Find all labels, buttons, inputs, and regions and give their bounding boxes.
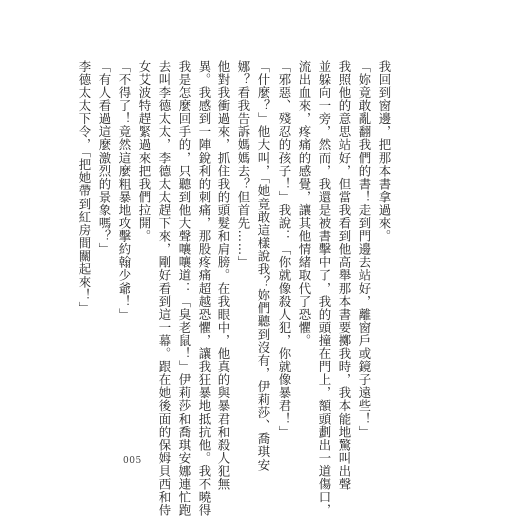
text-column-2: 「妳竟敢亂翻我們的書！走到門邊去站好，離窗戶或鏡子遠些！」 bbox=[357, 60, 372, 439]
page-number: 005 bbox=[123, 456, 142, 466]
text-column-16: 李德太太下令，「把她帶到紅房間關起來！」 bbox=[77, 60, 92, 315]
text-column-14: 「不得了！竟然這麼粗暴地攻擊約翰少爺！」 bbox=[117, 60, 132, 321]
text-column-1: 我回到窗邊，把那本書拿過來。 bbox=[377, 60, 392, 243]
text-column-4: 並躲向一旁，然而，我還是被書擊中了，我的頭撞在門上，額頭劃出一道傷口， bbox=[317, 60, 332, 517]
text-column-9: 他對我衝過來，抓住我的頭髮和肩膀。在我眼中，他真的與暴君和殺人犯無 bbox=[216, 60, 231, 491]
text-column-12: 去叫李德太太，李德太太趕下來，剛好看到這一幕。跟在她後面的保姆貝西和侍 bbox=[157, 60, 172, 517]
text-column-15: 「有人看過這麼激烈的景象嗎？」 bbox=[97, 60, 112, 256]
text-column-5: 流出血來，疼痛的感覺，讓其他情緒取代了恐懼。 bbox=[297, 60, 312, 348]
text-column-6: 「邪惡、殘忍的孩子！」我說：「你就像殺人犯，你就像暴君！」 bbox=[277, 60, 292, 439]
text-column-10: 異。我感到一陣銳利的刺痛，那股疼痛超越恐懼，讓我狂暴地抵抗他。我不曉得 bbox=[197, 60, 212, 517]
text-column-7: 「什麼？」他大叫，「她竟敢這樣說我？妳們聽到沒有，伊莉莎、喬琪安 bbox=[256, 60, 271, 472]
text-column-13: 女艾波特趕緊過來把我們拉開。 bbox=[137, 60, 152, 243]
text-column-3: 我照他的意思站好，但當我看到他高舉那本書要擲我時，我本能地驚叫出聲 bbox=[337, 60, 352, 491]
text-column-11: 我是怎麼回手的，只聽到他大聲嚷嚷道：「臭老鼠！」伊莉莎和喬琪安娜連忙跑 bbox=[177, 60, 192, 517]
text-column-8: 娜？看我告訴媽媽去？但首先……」 bbox=[236, 60, 251, 269]
